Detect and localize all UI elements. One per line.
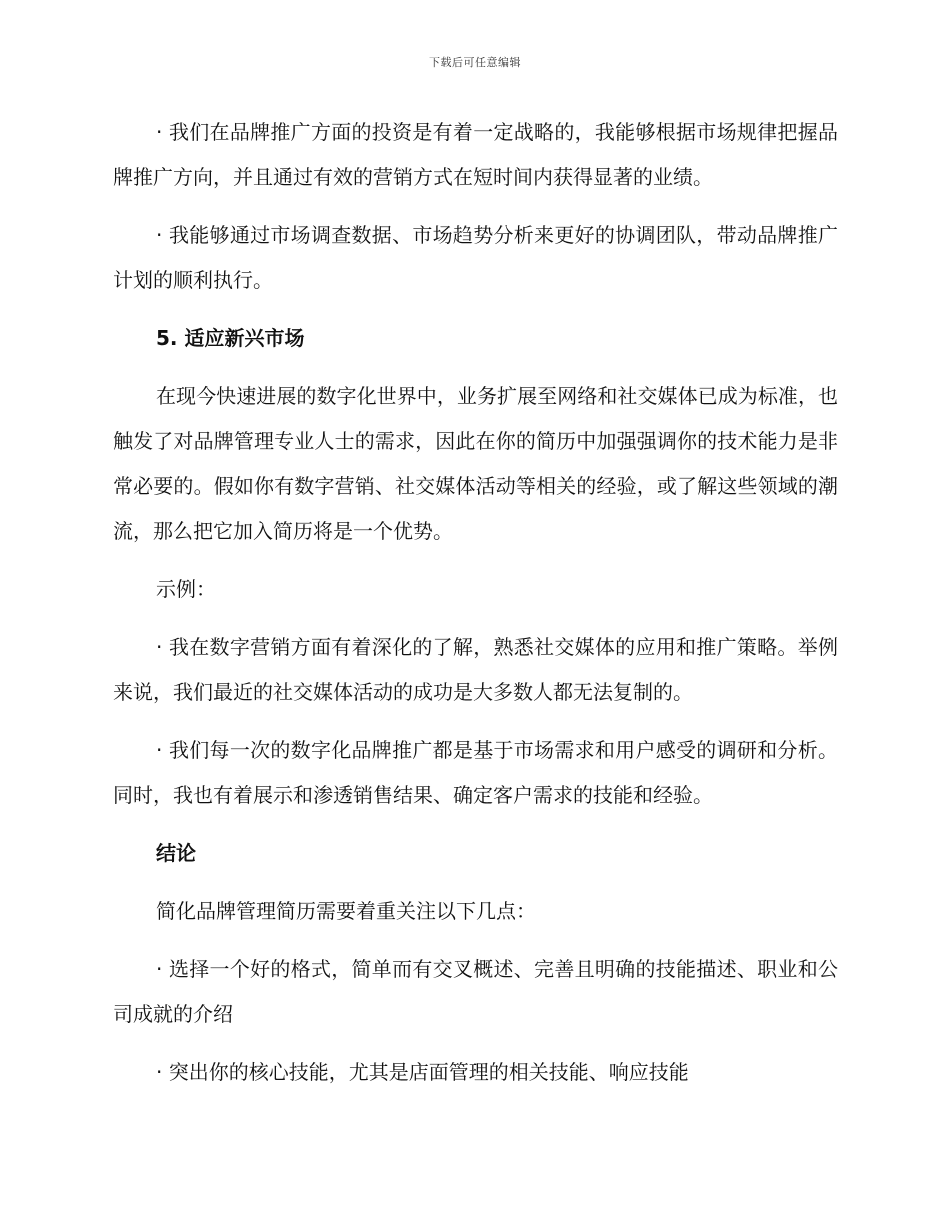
paragraph-market-research: · 我能够通过市场调查数据、市场趋势分析来更好的协调团队，带动品牌推广计划的顺利执行。: [113, 223, 838, 292]
paragraph-brand-investment: · 我们在品牌推广方面的投资是有着一定战略的，我能够根据市场规律把握品牌推广方向，并且通过有效的营销方式在短时间内获得显著的业绩。: [113, 120, 838, 189]
document-body: [113, 110, 838, 1095]
paragraph-digital-branding: · 我们每一次的数字化品牌推广都是基于市场需求和用户感受的调研和分析。同时，我也有着展示和渗透销售结果、确定客户需求的技能和经验。: [113, 738, 838, 807]
paragraph-format-tip: · 选择一个好的格式，简单而有交叉概述、完善且明确的技能描述、职业和公司成就的介绍: [113, 957, 838, 1026]
paragraph-digital-marketing: · 我在数字营销方面有着深化的了解，熟悉社交媒体的应用和推广策略。举例来说，我们最近的社交媒体活动的成功是大多数人都无法复制的。: [113, 635, 838, 704]
section-heading-conclusion: 结论: [156, 841, 196, 865]
paragraph-digital-world: 在现今快速进展的数字化世界中，业务扩展至网络和社交媒体已成为标准，也触发了对品牌管理专业人士的需求，因此在你的简历中加强强调你的技术能力是非常必要的。假如你有数字营销、社交媒体活动等相关的经验，或了解这些领域的潮流，那么把它加入简历将是一个优势。: [113, 384, 838, 543]
paragraph-core-skills-tip: · 突出你的核心技能，尤其是店面管理的相关技能、响应技能: [156, 1060, 689, 1084]
paragraph-example-label: 示例：: [156, 577, 216, 601]
page-header: 下载后可任意编辑: [429, 56, 521, 69]
paragraph-conclusion-intro: 简化品牌管理简历需要着重关注以下几点：: [156, 899, 536, 923]
section-heading-emerging-markets: 5. 适应新兴市场: [156, 326, 305, 350]
